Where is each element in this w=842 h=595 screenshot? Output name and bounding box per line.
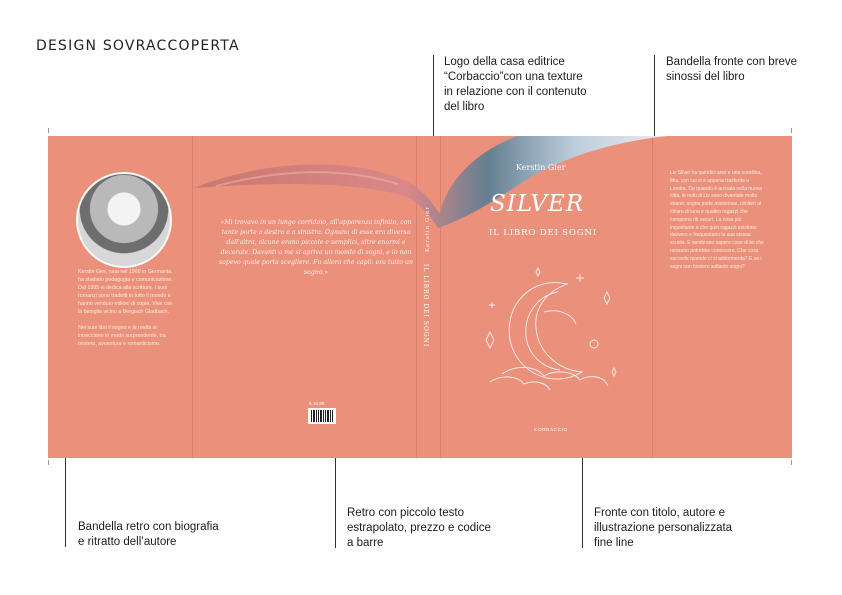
moon-illustration — [462, 256, 632, 406]
spine-title: IL LIBRO DEI SOGNI — [422, 264, 429, 348]
price: € 16,90 — [309, 401, 325, 406]
dust-jacket — [48, 136, 792, 458]
note-front: Fronte con titolo, autore e illustrazione personalizzata fine line — [594, 507, 733, 549]
front-author: Kerstin Gier — [516, 163, 566, 172]
front-flap-synopsis: Liv Silver ha quindici anni e una sorellina, Mia, con cui si è appena trasferita a Londra. Da quando è arrivata nella nuova città, le notti di Liv sono diventate molto strane: sogna porte misteriose, cimiteri al chiaro di luna e quattro ragazzi che compiono riti oscuri. La cosa più inquietante è che quei ragazzi esistono davvero e frequentano la sua stessa scuola. E sembrano sapere cose di lei che nessuno potrebbe conoscere. Che cosa succede quando ci si addormenta? E se i sogni non fossero soltanto sogni? — [670, 170, 764, 270]
crop-mark — [48, 460, 49, 465]
author-portrait — [76, 172, 172, 268]
note-logo: Logo della casa editrice “Corbaccio”con una texture in relazione con il contenuto del libro — [444, 56, 587, 113]
spine-author: Kerstin Gier — [425, 206, 431, 252]
note-back: Retro con piccolo testo estrapolato, prezzo e codice a barre — [347, 507, 491, 549]
barcode — [308, 408, 336, 424]
crop-mark — [791, 128, 792, 133]
page-title: DESIGN SOVRACCOPERTA — [36, 38, 240, 54]
author-bio: Kerstin Gier, nata nel 1966 in Germania, ha studiato pedagogia e comunicazione. Dal 1995 si dedica alla scrittura. I suoi romanzi sono tradotti in tutto il mondo e hanno venduto milioni di copie. Vive con la famiglia vicino a Bergisch Gladbach. Nei suoi libri il sogno e la realtà si intrecciano in modo sorprendente, tra mistero, avventura e romanticismo. — [78, 269, 173, 347]
publisher-logo: CORBACCIO — [534, 428, 568, 433]
note-back-flap: Bandella retro con biografia e ritratto dell’autore — [78, 521, 219, 548]
front-title: SILVER — [490, 191, 585, 217]
crop-mark — [791, 460, 792, 465]
crop-mark — [48, 128, 49, 133]
front-subtitle: IL LIBRO DEI SOGNI — [489, 228, 597, 238]
note-front-flap: Bandella fronte con breve sinossi del libro — [666, 56, 798, 83]
back-excerpt: «Mi trovavo in un lungo corridoio, all'apparenza infinito, con tante porte a destra e a sinistra. Ognuna di esse era diversa dall'altra, alcune erano piccole e semplici, altre enormi e decorate. Davanti a me si apriva un mondo di sogni, e io non sapevo quale porta scegliere. Fu allora che capii: era tutto un sogno.» — [219, 219, 413, 276]
